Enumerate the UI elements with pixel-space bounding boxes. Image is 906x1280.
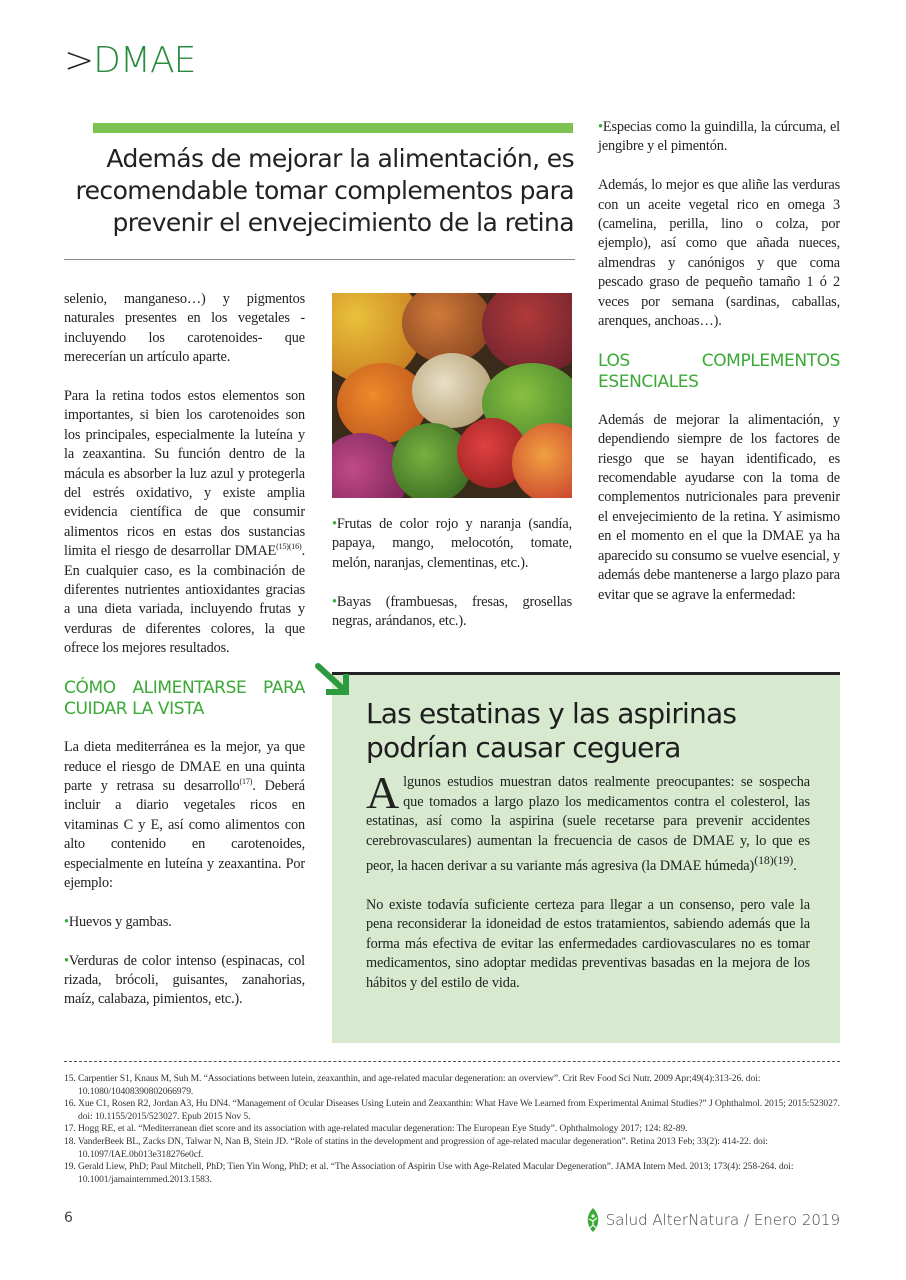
box-body bbox=[366, 767, 810, 1013]
footnote: 16. Xue C1, Rosen R2, Jordan A3, Hu DN4. “Management of Ocular Diseases Using Lutein and Zeaxanthin: What Have We Learned from Experimental Animal Studies?” J Ophthalmol. 2015; 2015:523027. doi: 10.1155/2015/523027. Epub 2015 Nov 5. bbox=[64, 1098, 840, 1122]
green-rule bbox=[93, 123, 573, 133]
middle-column bbox=[332, 515, 572, 651]
paragraph: No existe todavía suficiente certeza para llegar a un consenso, pero vale la pena reconsiderar la idoneidad de estos tratamientos, sabiendo además que la forma más efectiva de evitar las enfermedades cardiovasculares no es tomar medicamentos, sino adoptar medidas preventivas basadas en la mejora de los hábitos y del estilo de vida. bbox=[366, 896, 810, 991]
box-title: Las estatinas y las aspirinas podrían causar ceguera bbox=[366, 697, 737, 764]
bullet-icon: • bbox=[332, 593, 337, 610]
leaf-logo-icon bbox=[586, 1208, 600, 1232]
bullet-item: •Huevos y gambas. bbox=[64, 913, 172, 930]
footnote: 15. Carpentier S1, Knaus M, Suh M. “Associations between lutein, zeaxanthin, and age-related macular degeneration: an overview”. Crit Rev Food Sci Nutr. 2009 Apr;49(4):313-26. doi: 10.1080/10408390802066979. bbox=[64, 1073, 761, 1097]
page-number: 6 bbox=[64, 1210, 73, 1226]
footnote-ref: (18)(19) bbox=[754, 853, 794, 867]
footnote: 17. Hogg RE, et al. “Mediterranean diet score and its association with age-related macular degeneration: The European Eye Study”. Ophthalmology 2017; 124: 82-89. bbox=[64, 1123, 688, 1135]
footnote: 18. VanderBeek BL, Zacks DN, Talwar N, Nan B, Stein JD. “Role of statins in the development and progression of age-related macular degeneration”. Retina 2013 Feb; 33(2): 414-22. doi: 10.1097/IAE.0b013e318276e0cf. bbox=[64, 1135, 768, 1160]
paragraph: Además de mejorar la alimentación, y dependiendo siempre de los factores de riesgo que se hayan identificado, es recomendable ayudarse con la toma de complementos nutricionales para prevenir el envejecimiento de la retina. Y asimismo en el momento en el que la DMAE ya ha aparecido su consumo se vuelve esencial, y además debe mantenerse a largo plazo para evitar que se agrave la enfermedad: bbox=[598, 411, 840, 603]
bullet-icon: • bbox=[64, 913, 69, 930]
bullet-item: •Verduras de color intenso (espinacas, col rizada, brócoli, guisantes, zanahorias, maíz, calabaza, pimientos, etc.). bbox=[64, 952, 305, 1008]
bullet-icon: • bbox=[598, 119, 603, 135]
footnote-ref: (17) bbox=[239, 777, 253, 787]
paragraph: Además, lo mejor es que aliñe las verduras con un aceite vegetal rico en omega 3 (camelina, perilla, lino o colza, por ejemplo), así como que añada nueces, almendras y canónigos y que coma pescado graso de pequeño tamaño 1 ó 2 veces por semana (sardinas, caballas, arenques, anchoas…). bbox=[598, 177, 840, 330]
paragraph: La dieta mediterránea es la mejor, ya que reduce el riesgo de DMAE en una quinta parte y retrasa su desarrollo$^{(17)}$. Deberá incluir a diario vegetales ricos en vitaminas C y E, así como alimentos con alto contenido en carotenoides, especialmente en luteína y zeaxantina. Por ejemplo: bbox=[64, 739, 305, 891]
section-label: DMAE bbox=[93, 40, 196, 81]
footnote: 19. Gerald Liew, PhD; Paul Mitchell, PhD; Tien Yin Wong, PhD; et al. “The Association of Aspirin Use with Age-Related Macular Degeneration”. JAMA Intern Med. 2013; 173(4): 258-264. doi: 10.1001/jamainternmed.2013.1583. bbox=[64, 1161, 794, 1185]
bullet-icon: • bbox=[64, 952, 69, 969]
arrow-icon bbox=[312, 660, 356, 700]
drop-cap: A bbox=[366, 767, 400, 818]
bullet-item: •Frutas de color rojo y naranja (sandía, papaya, mango, melocotón, tomate, melón, naranjas, clementinas, etc.). bbox=[332, 516, 572, 571]
section-heading: LOS COMPLEMENTOS ESENCIALES bbox=[598, 350, 840, 392]
section-heading: CÓMO ALIMENTARSE PARA CUIDAR LA VISTA bbox=[64, 678, 305, 720]
footnote-ref: (15)(16) bbox=[276, 542, 302, 552]
bullet-icon: • bbox=[332, 516, 337, 532]
publication-footer bbox=[586, 1208, 840, 1232]
section-tag bbox=[64, 40, 195, 81]
footnotes-divider bbox=[64, 1061, 840, 1062]
footnotes bbox=[64, 1073, 840, 1186]
paragraph: selenio, manganeso…) y pigmentos naturales presentes en los vegetales -incluyendo los carotenoides- que merecerían un artículo aparte. bbox=[64, 291, 305, 366]
sidebar-box bbox=[332, 672, 840, 1043]
paragraph: Algunos estudios muestran datos realmente preocupantes: se sospecha que tomados a largo plazo los medicamentos contra el colesterol, las estatinas, así como la aspirina (suele recetarse para prevenir accidentes cerebrovasculares) aumentan la frecuencia de casos de DMAE y, lo que es peor, la hacen derivar a su variante más agresiva (la DMAE húmeda)$^{(18)(19)}$. bbox=[366, 767, 810, 874]
publication-name: Salud AlterNatura / Enero 2019 bbox=[605, 1211, 840, 1229]
right-column bbox=[598, 118, 840, 624]
bullet-item: •Bayas (frambuesas, fresas, grosellas negras, arándanos, etc.). bbox=[332, 593, 572, 630]
pull-quote: Además de mejorar la alimentación, es recomendable tomar complementos para prevenir el envejecimiento de la retina bbox=[75, 144, 574, 237]
left-column bbox=[64, 290, 305, 1029]
divider bbox=[64, 259, 575, 260]
paragraph: Para la retina todos estos elementos son importantes, si bien los carotenoides son los principales, especialmente la luteína y la zeaxantina. Su función dentro de la mácula es absorber la luz azul y protegerla del estrés oxidativo, y existe amplia evidencia científica de que consumir alimentos ricos en estas dos sustancias limita el riesgo de desarrollar $DMAE^{(15)(16)}$. En cualquier caso, es la combinación de diferentes nutrientes antioxidantes gracias a una dieta variada, incluyendo frutas y verduras de diferentes colores, la que ofrece los mejores resultados. bbox=[64, 388, 305, 657]
section-prefix: > bbox=[64, 40, 94, 81]
bullet-item: •Especias como la guindilla, la cúrcuma, el jengibre y el pimentón. bbox=[598, 119, 840, 155]
vegetables-photo bbox=[332, 293, 572, 498]
